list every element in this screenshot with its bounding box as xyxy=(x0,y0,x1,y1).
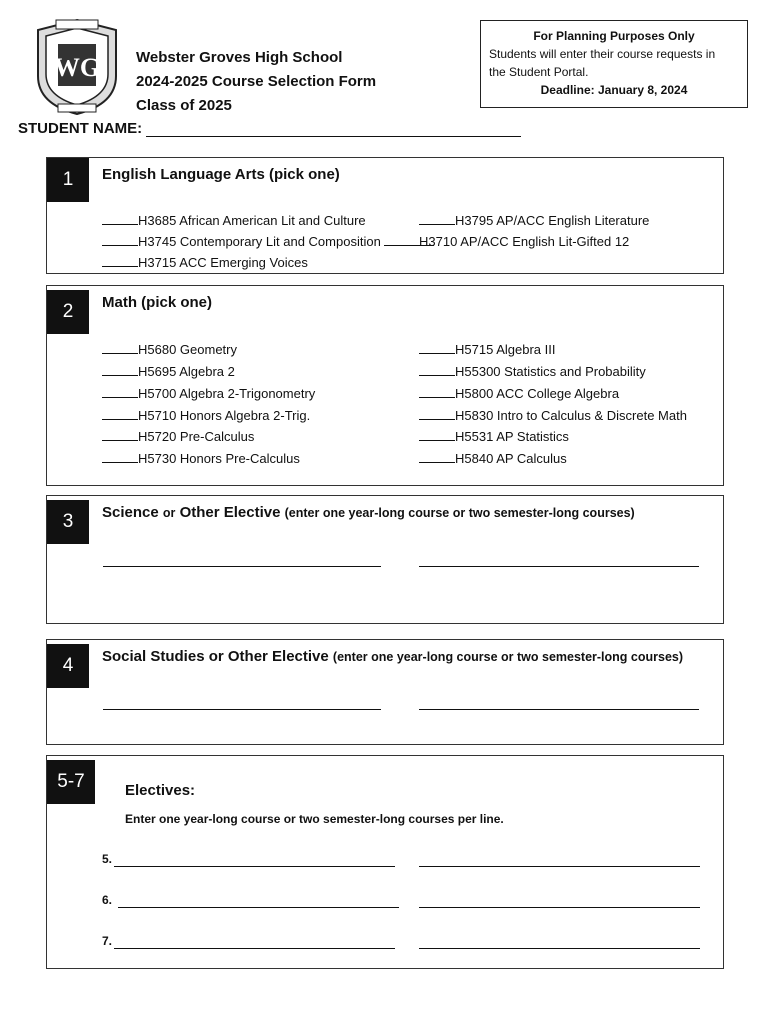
course-option[interactable]: H5700 Algebra 2-Trigonometry xyxy=(102,386,315,401)
notice-deadline: Deadline: January 8, 2024 xyxy=(540,83,688,97)
section-math xyxy=(46,285,724,486)
course-option[interactable]: H3685 African American Lit and Culture xyxy=(102,213,366,228)
section-number: 3 xyxy=(47,500,89,544)
course-entry-line[interactable] xyxy=(103,566,381,567)
student-name-row xyxy=(18,120,521,137)
course-entry-line[interactable] xyxy=(419,709,699,710)
section-title: Math (pick one) xyxy=(102,294,213,311)
student-name-label: STUDENT NAME: xyxy=(18,120,143,137)
course-option[interactable]: H5715 Algebra III xyxy=(419,342,555,357)
course-option[interactable]: H5800 ACC College Algebra xyxy=(419,386,619,401)
course-option[interactable]: H5830 Intro to Calculus & Discrete Math xyxy=(419,408,687,423)
section-social-studies xyxy=(46,639,724,745)
notice-line2: the Student Portal. xyxy=(489,65,589,79)
section-number: 1 xyxy=(47,158,89,202)
course-entry-line[interactable] xyxy=(419,866,700,867)
section-number: 4 xyxy=(47,644,89,688)
course-entry-line[interactable] xyxy=(419,907,700,908)
section-number: 2 xyxy=(47,290,89,334)
course-option[interactable]: H5710 Honors Algebra 2-Trig. xyxy=(102,408,310,423)
course-option[interactable]: H3715 ACC Emerging Voices xyxy=(102,255,308,270)
electives-title: Electives: xyxy=(125,782,196,799)
section-title: Science or Other Elective (enter one year-long course or two semester-long courses) xyxy=(102,504,635,521)
svg-text:WG: WG xyxy=(53,53,101,82)
course-option[interactable]: H5680 Geometry xyxy=(102,342,237,357)
course-entry-line[interactable] xyxy=(419,948,700,949)
course-entry-line[interactable] xyxy=(114,948,395,949)
notice-title: For Planning Purposes Only xyxy=(533,29,695,43)
course-entry-line[interactable] xyxy=(419,566,699,567)
form-title: 2024-2025 Course Selection Form xyxy=(136,73,377,90)
course-option[interactable]: H5840 AP Calculus xyxy=(419,451,567,466)
course-option[interactable]: H5531 AP Statistics xyxy=(419,429,569,444)
course-option[interactable]: H5720 Pre-Calculus xyxy=(102,429,254,444)
school-seal-logo xyxy=(32,16,122,116)
planning-notice xyxy=(480,20,748,108)
course-entry-line[interactable] xyxy=(103,709,381,710)
elective-label: 7. xyxy=(102,934,113,948)
class-of: Class of 2025 xyxy=(136,97,232,114)
school-name: Webster Groves High School xyxy=(136,49,343,66)
course-option[interactable]: H55300 Statistics and Probability xyxy=(419,364,646,379)
section-electives xyxy=(46,755,724,969)
elective-label: 6. xyxy=(102,893,113,907)
course-option[interactable]: H3795 AP/ACC English Literature xyxy=(419,213,649,228)
section-science xyxy=(46,495,724,624)
electives-instructions: Enter one year-long course or two semester-long courses per line. xyxy=(125,812,504,826)
elective-label: 5. xyxy=(102,852,113,866)
notice-line1: Students will enter their course requests in xyxy=(489,47,716,61)
course-option[interactable]: H5730 Honors Pre-Calculus xyxy=(102,451,300,466)
course-entry-line[interactable] xyxy=(118,907,399,908)
course-option[interactable]: H3710 AP/ACC English Lit-Gifted 12 xyxy=(419,234,630,249)
section-english xyxy=(46,157,724,274)
section-title: Social Studies or Other Elective (enter one year-long course or two semester-long courses) xyxy=(102,648,684,665)
student-name-field[interactable] xyxy=(146,122,521,137)
course-entry-line[interactable] xyxy=(114,866,395,867)
course-option[interactable]: H3745 Contemporary Lit and Composition xyxy=(102,234,434,249)
section-title: English Language Arts (pick one) xyxy=(102,166,340,183)
course-option[interactable]: H5695 Algebra 2 xyxy=(102,364,235,379)
section-number: 5-7 xyxy=(47,760,95,804)
